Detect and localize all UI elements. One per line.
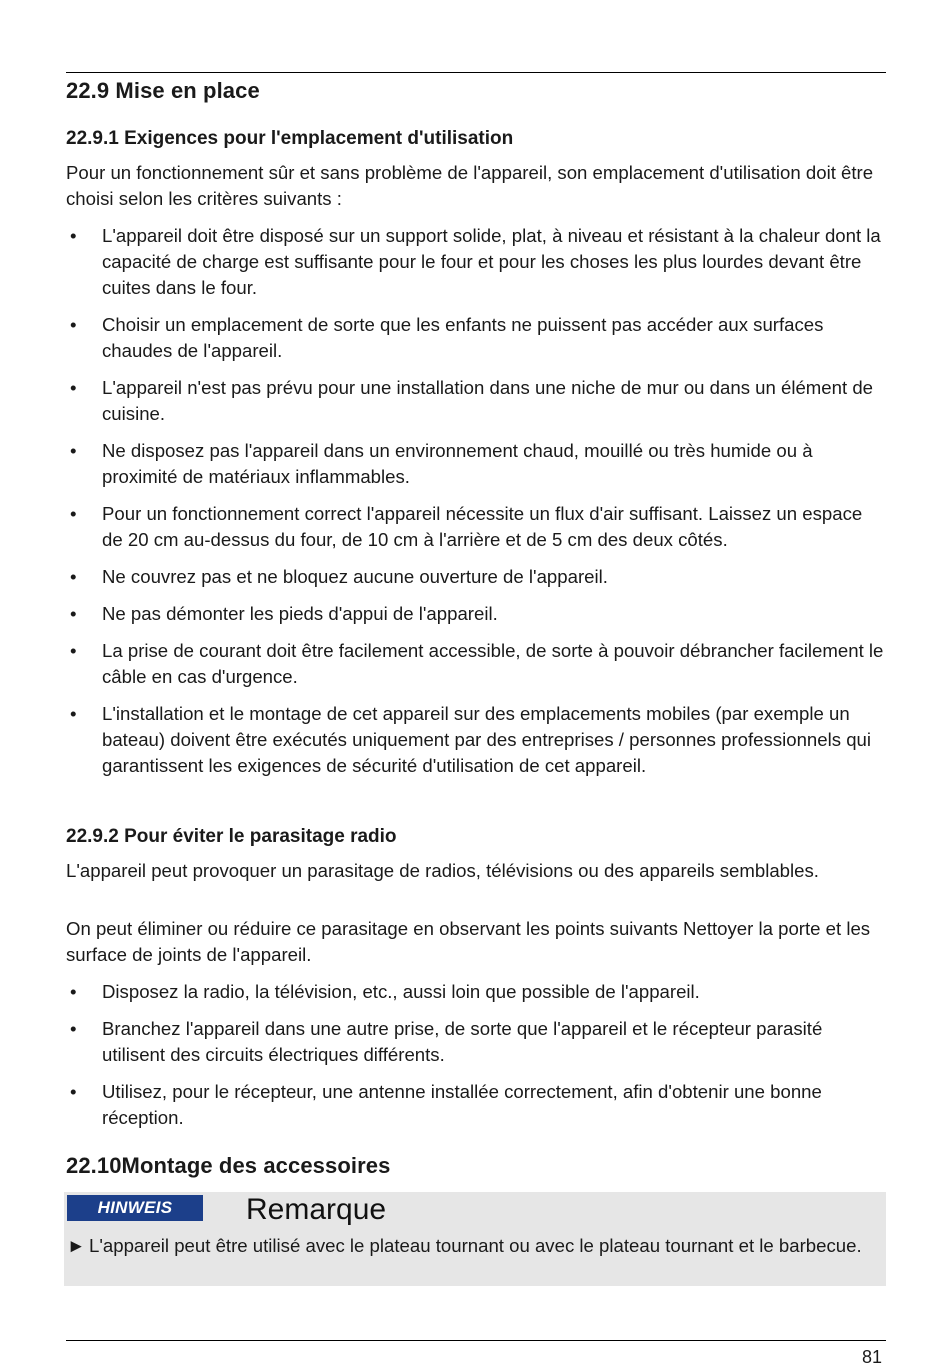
bullet-glyph: • — [70, 440, 77, 461]
list-item: • L'appareil n'est pas prévu pour une installation dans une niche de mur ou dans un élément de cuisine. — [70, 377, 873, 424]
bullet-glyph: • — [70, 703, 77, 724]
list-item: • La prise de courant doit être facilement accessible, de sorte à pouvoir débrancher facilement le câble en cas d'urgence. — [70, 640, 884, 687]
list-item: • L'installation et le montage de cet appareil sur des emplacements mobiles (par exemple un bateau) doivent être exécutés uniquement par des entreprises / personnes professionnels qui garantissent les exigences de sécurité d'utilisation de cet appareil. — [70, 703, 872, 776]
radio-list — [66, 979, 886, 1142]
page-number: 81 — [861, 1347, 882, 1367]
list-item: • Ne couvrez pas et ne bloquez aucune ouverture de l'appareil. — [66, 564, 886, 590]
bullet-glyph: • — [70, 640, 77, 661]
radio-paragraph-2: On peut éliminer ou réduire ce parasitage en observant les points suivants Nettoyer la porte et les surface de joints de l'appareil. — [66, 918, 871, 965]
section-title-accessories: 22.10Montage des accessoires — [66, 1153, 391, 1178]
bullet-glyph: • — [70, 314, 77, 335]
placement-list — [66, 223, 886, 790]
list-item: • L'appareil doit être disposé sur un support solide, plat, à niveau et résistant à la chaleur dont la capacité de charge est suffisante pour le four et pour les choses les plus lourdes devant être cuites dans le four. — [70, 225, 881, 298]
arrow-icon: ► — [67, 1235, 86, 1256]
section-title: 22.9 Mise en place — [66, 78, 260, 103]
subsection-title-radio: 22.9.2 Pour éviter le parasitage radio — [66, 826, 397, 847]
radio-paragraph-1: L'appareil peut provoquer un parasitage de radios, télévisions ou des appareils semblables. — [66, 860, 819, 881]
bullet-glyph: • — [70, 1081, 77, 1102]
bullet-glyph: • — [70, 981, 77, 1002]
bullet-glyph: • — [70, 225, 77, 246]
bullet-glyph: • — [70, 377, 77, 398]
list-item: • Ne pas démonter les pieds d'appui de l'appareil. — [66, 601, 886, 627]
bullet-glyph: • — [70, 503, 77, 524]
list-item: • Choisir un emplacement de sorte que les enfants ne puissent pas accéder aux surfaces chaudes de l'appareil. — [70, 314, 824, 361]
placement-intro: Pour un fonctionnement sûr et sans problème de l'appareil, son emplacement d'utilisation doit être choisi selon les critères suivants : — [66, 162, 874, 209]
footer-rule — [66, 1340, 886, 1341]
list-item: • Disposez la radio, la télévision, etc., aussi loin que possible de l'appareil. — [66, 979, 886, 1005]
bullet-glyph: • — [70, 566, 77, 587]
bullet-glyph: • — [70, 603, 77, 624]
list-item: • Utilisez, pour le récepteur, une antenne installée correctement, afin d'obtenir une bonne réception. — [70, 1081, 822, 1128]
list-item: • Pour un fonctionnement correct l'appareil nécessite un flux d'air suffisant. Laissez un espace de 20 cm au-dessus du four, de 10 cm à l'arrière et de 5 cm des deux côtés. — [70, 503, 863, 550]
notice-text: ► L'appareil peut être utilisé avec le plateau tournant ou avec le plateau tournant et le barbecue. — [67, 1233, 867, 1259]
notice-title: Remarque — [246, 1193, 387, 1226]
bullet-glyph: • — [70, 1018, 77, 1039]
header-rule — [66, 72, 886, 73]
subsection-title-placement: 22.9.1 Exigences pour l'emplacement d'utilisation — [66, 128, 514, 149]
notice-box — [64, 1192, 886, 1286]
hinweis-badge: HINWEIS — [67, 1195, 203, 1221]
list-item: • Ne disposez pas l'appareil dans un environnement chaud, mouillé ou très humide ou à proximité de matériaux inflammables. — [70, 440, 813, 487]
list-item: • Branchez l'appareil dans une autre prise, de sorte que l'appareil et le récepteur parasité utilisent des circuits électriques différents. — [70, 1018, 823, 1065]
